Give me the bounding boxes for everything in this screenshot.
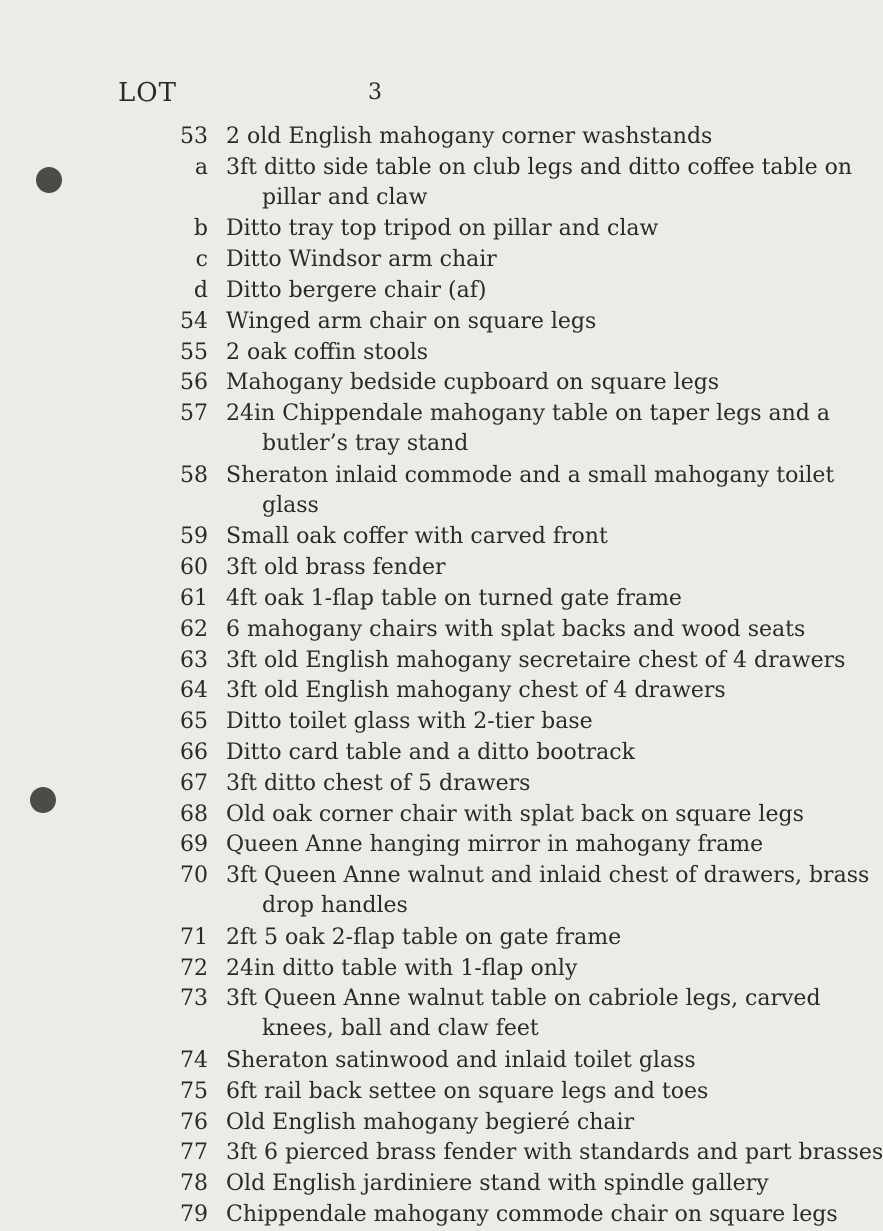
lot-number: 75	[180, 1078, 208, 1104]
lot-description: Small oak coffer with carved front	[226, 524, 608, 550]
lot-number: 59	[180, 524, 208, 550]
lot-number: d	[193, 277, 208, 303]
lot-description-continued: pillar and claw	[262, 184, 428, 210]
lot-entry	[0, 1200, 838, 1231]
lot-number: 62	[180, 616, 208, 642]
lot-entry	[0, 584, 800, 615]
lot-description: Ditto card table and a ditto bootrack	[226, 739, 635, 765]
lot-entry	[0, 368, 800, 399]
lot-description: Sheraton inlaid commode and a small mahogany toilet	[226, 462, 835, 488]
lot-number: 72	[180, 955, 208, 981]
lot-description: Chippendale mahogany commode chair on square legs	[226, 1201, 838, 1227]
lot-number: 68	[180, 801, 208, 827]
lot-number: 73	[180, 986, 208, 1012]
lot-number: 77	[180, 1140, 208, 1166]
lot-entry	[0, 800, 804, 831]
lot-entry	[0, 676, 800, 707]
lot-entry	[0, 522, 800, 553]
lot-description-continued: butler’s tray stand	[262, 431, 469, 457]
lot-description: 3ft Queen Anne walnut table on cabriole legs, carved	[226, 986, 821, 1012]
lot-description-continued: glass	[262, 492, 319, 518]
lot-entry	[0, 307, 800, 338]
lot-description: 24in Chippendale mahogany table on taper legs and a	[226, 401, 830, 427]
lot-number: 67	[180, 770, 208, 796]
lot-description: Old oak corner chair with splat back on square legs	[226, 801, 804, 827]
lot-number: 63	[180, 647, 208, 673]
lot-description: 2 old English mahogany corner washstands	[226, 124, 713, 149]
lot-number: 53	[180, 124, 208, 149]
lot-entry	[0, 276, 800, 307]
lot-number: 79	[180, 1201, 208, 1227]
lot-description: Mahogany bedside cupboard on square legs	[226, 370, 720, 396]
lot-number: 70	[180, 863, 208, 889]
lot-description: Sheraton satinwood and inlaid toilet glass	[226, 1047, 696, 1073]
lot-number: 74	[180, 1047, 208, 1073]
lot-number: 57	[180, 401, 208, 427]
lot-number: 60	[180, 555, 208, 581]
lot-description: 3ft ditto chest of 5 drawers	[226, 770, 531, 796]
lot-description-continued: drop handles	[262, 893, 408, 919]
lot-number: 54	[180, 308, 208, 334]
lot-description: 2 oak coffin stools	[226, 339, 429, 365]
lot-entry	[0, 954, 800, 985]
lot-description: 6ft rail back settee on square legs and toes	[226, 1078, 709, 1104]
lot-description: 2ft 5 oak 2-flap table on gate frame	[226, 924, 622, 950]
lot-list	[0, 122, 883, 1231]
lot-entry	[0, 1169, 800, 1200]
lot-number: 71	[180, 924, 208, 950]
lot-entry	[0, 984, 821, 1046]
lot-entry	[0, 1108, 800, 1139]
lot-entry	[0, 769, 800, 800]
lot-number: a	[194, 154, 208, 180]
lot-entry	[0, 923, 800, 954]
lot-number: 76	[180, 1109, 208, 1135]
lot-description: Queen Anne hanging mirror in mahogany frame	[226, 832, 764, 858]
lot-description: 3ft Queen Anne walnut and inlaid chest of drawers, brass	[226, 863, 870, 889]
lot-entry	[0, 1138, 883, 1169]
lot-entry	[0, 214, 800, 245]
lot-description: Ditto bergere chair (af)	[226, 277, 487, 303]
lot-description: Ditto toilet glass with 2-tier base	[226, 709, 593, 735]
lot-entry	[0, 553, 800, 584]
page-number: 3	[368, 80, 383, 105]
lot-description: Old English mahogany begieré chair	[226, 1109, 635, 1135]
lot-description: 4ft oak 1-flap table on turned gate frame	[226, 585, 682, 611]
lot-description: Winged arm chair on square legs	[226, 308, 597, 334]
lot-description: Ditto tray top tripod on pillar and claw	[226, 216, 659, 242]
lot-entry	[0, 830, 800, 861]
lot-description: 3ft ditto side table on club legs and ditto coffee table on	[226, 154, 853, 180]
lot-description-continued: knees, ball and claw feet	[262, 1016, 539, 1042]
lot-number: 69	[180, 832, 208, 858]
lot-entry	[0, 461, 835, 523]
lot-entry	[0, 615, 806, 646]
lot-number: 61	[180, 585, 208, 611]
lot-entry	[0, 1046, 800, 1077]
lot-number: 55	[180, 339, 208, 365]
lot-description: 24in ditto table with 1-flap only	[226, 955, 578, 981]
lot-column-header: LOT	[118, 78, 177, 108]
lot-entry	[0, 646, 846, 677]
lot-number: 66	[180, 739, 208, 765]
lot-description: Old English jardiniere stand with spindle gallery	[226, 1171, 769, 1197]
lot-entry	[0, 861, 870, 923]
lot-entry	[0, 153, 853, 215]
lot-description: 3ft old English mahogany chest of 4 drawers	[226, 678, 726, 704]
lot-number: 65	[180, 709, 208, 735]
lot-entry	[0, 338, 800, 369]
lot-description: 3ft old brass fender	[226, 555, 446, 581]
lot-description: Ditto Windsor arm chair	[226, 247, 497, 273]
lot-number: c	[195, 247, 208, 273]
lot-entry	[0, 245, 800, 276]
lot-number: 64	[180, 678, 208, 704]
lot-entry	[0, 1077, 800, 1108]
lot-entry	[0, 738, 800, 769]
lot-entry	[0, 707, 800, 738]
lot-description: 3ft old English mahogany secretaire chest of 4 drawers	[226, 647, 846, 673]
lot-entry	[0, 122, 800, 153]
lot-number: b	[193, 216, 208, 242]
lot-description: 3ft 6 pierced brass fender with standards and part brasses	[226, 1140, 883, 1166]
lot-number: 78	[180, 1171, 208, 1197]
lot-entry	[0, 399, 830, 461]
lot-number: 58	[180, 462, 208, 488]
lot-description: 6 mahogany chairs with splat backs and wood seats	[226, 616, 806, 642]
lot-number: 56	[180, 370, 208, 396]
